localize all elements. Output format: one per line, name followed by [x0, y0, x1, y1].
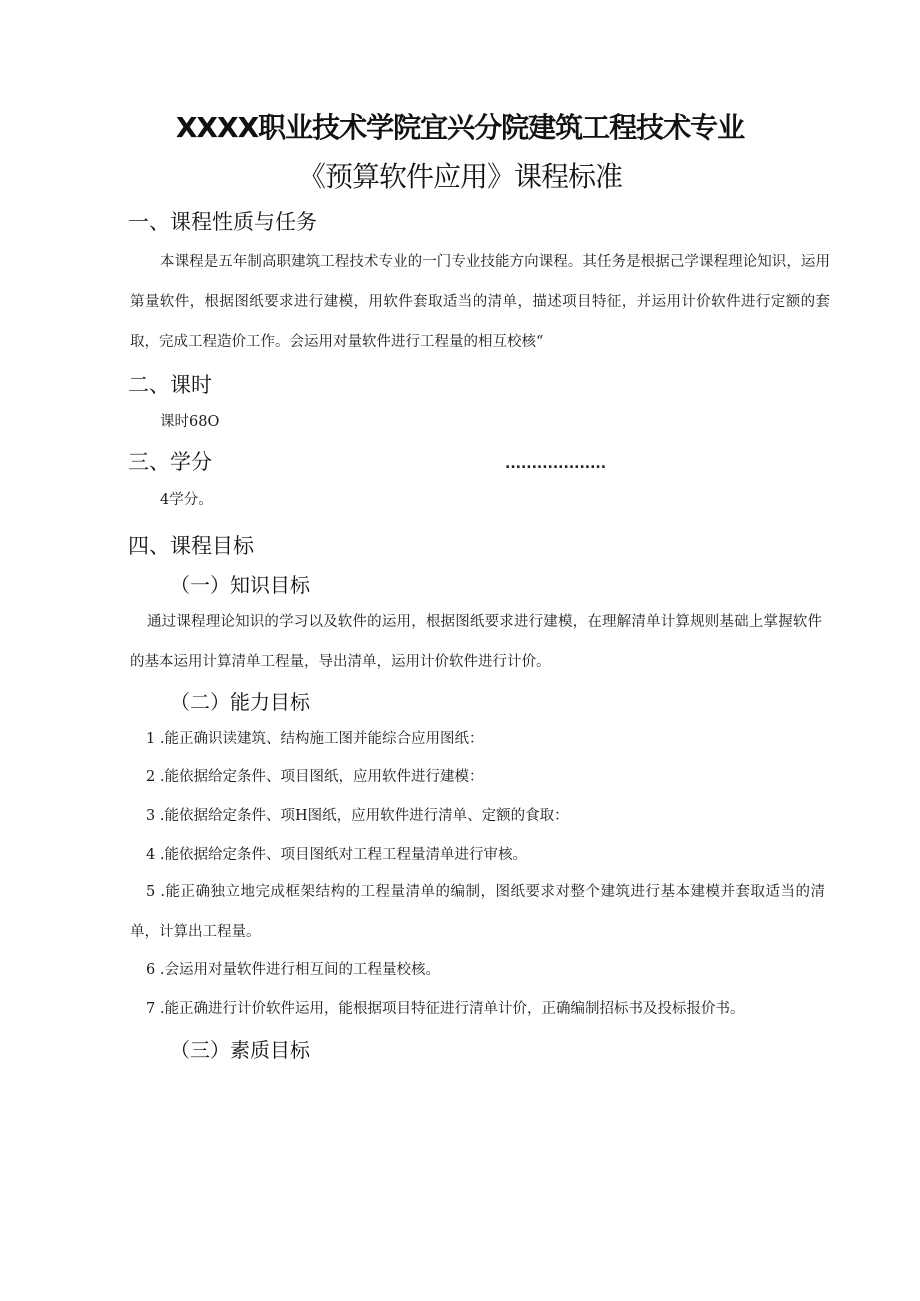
list-item-text: .能依据给定条件、项H图纸，应用软件进行清单、定额的食取： — [159, 808, 569, 824]
subheading-quality-objectives: （三）素质目标 — [170, 1038, 310, 1062]
document-title-line1: XXXX职业技术学院宜兴分院建筑工程技术专业 — [175, 111, 745, 144]
section-heading-course-objectives: 四、课程目标 — [128, 534, 254, 558]
list-item-number: 5 — [146, 884, 156, 900]
list-item — [130, 872, 825, 952]
dotted-leader: ................... — [505, 456, 607, 472]
list-item-number: 7 — [146, 1001, 156, 1017]
list-item-text: .能依据给定条件、项目图纸，应用软件进行建模： — [159, 769, 484, 785]
knowledge-objectives-body: 通过课程理论知识的学习以及软件的运用，根据图纸要求进行建模，在理解清单计算规则基础上掌握软件的基本运用计算清单工程量，导出清单，运用计价软件进行计价。 — [130, 614, 822, 670]
list-item-text: .能正确识读建筑、结构施工图并能综合应用图纸： — [159, 731, 484, 747]
list-item — [146, 806, 569, 826]
list-item — [146, 960, 440, 980]
document-title-line2: 《预算软件应用》课程标准 — [297, 160, 622, 193]
section-heading-class-hours: 二、课时 — [128, 373, 212, 397]
subheading-ability-objectives: （二）能力目标 — [170, 690, 310, 714]
list-item-number: 6 — [146, 962, 156, 978]
list-item — [146, 767, 483, 787]
list-item — [146, 845, 527, 865]
list-item-text: .会运用对量软件进行相互间的工程量校核。 — [159, 962, 440, 978]
section-body-nature-and-task: 本课程是五年制高职建筑工程技术专业的一门专业技能方向课程。其任务是根据己学课程理论知识，运用第量软件，根据图纸要求进行建模，用软件套取适当的清单，描述项目特征，并运用计价软件进行定额的套取，完成工程造价工作。会运用对量软件进行工程量的相互校核“ — [130, 254, 830, 350]
list-item-text: .能正确进行计价软件运用，能根据项目特征进行清单计价，正确编制招标书及投标报价书。 — [159, 1001, 745, 1017]
list-item-text: .能正确独立地完成框架结构的工程量清单的编制，图纸要求对整个建筑进行基本建模并套取适当的清单，计算出工程量。 — [130, 884, 826, 940]
list-item-number: 3 — [146, 808, 156, 824]
list-item — [146, 729, 483, 749]
list-item-number: 2 — [146, 769, 156, 785]
credits-value: 4学分。 — [160, 492, 213, 508]
class-hours-value: 课时68O — [160, 414, 220, 430]
list-item-text: .能依据给定条件、项目图纸对工程工程量清单进行审核。 — [159, 847, 527, 863]
section-heading-credits: 三、学分 — [128, 450, 212, 474]
list-item-number: 4 — [146, 847, 156, 863]
subheading-knowledge-objectives: （一）知识目标 — [170, 573, 310, 597]
list-item — [146, 999, 744, 1019]
list-item-number: 1 — [146, 731, 156, 747]
section-heading-nature-and-task: 一、课程性质与任务 — [128, 210, 317, 234]
